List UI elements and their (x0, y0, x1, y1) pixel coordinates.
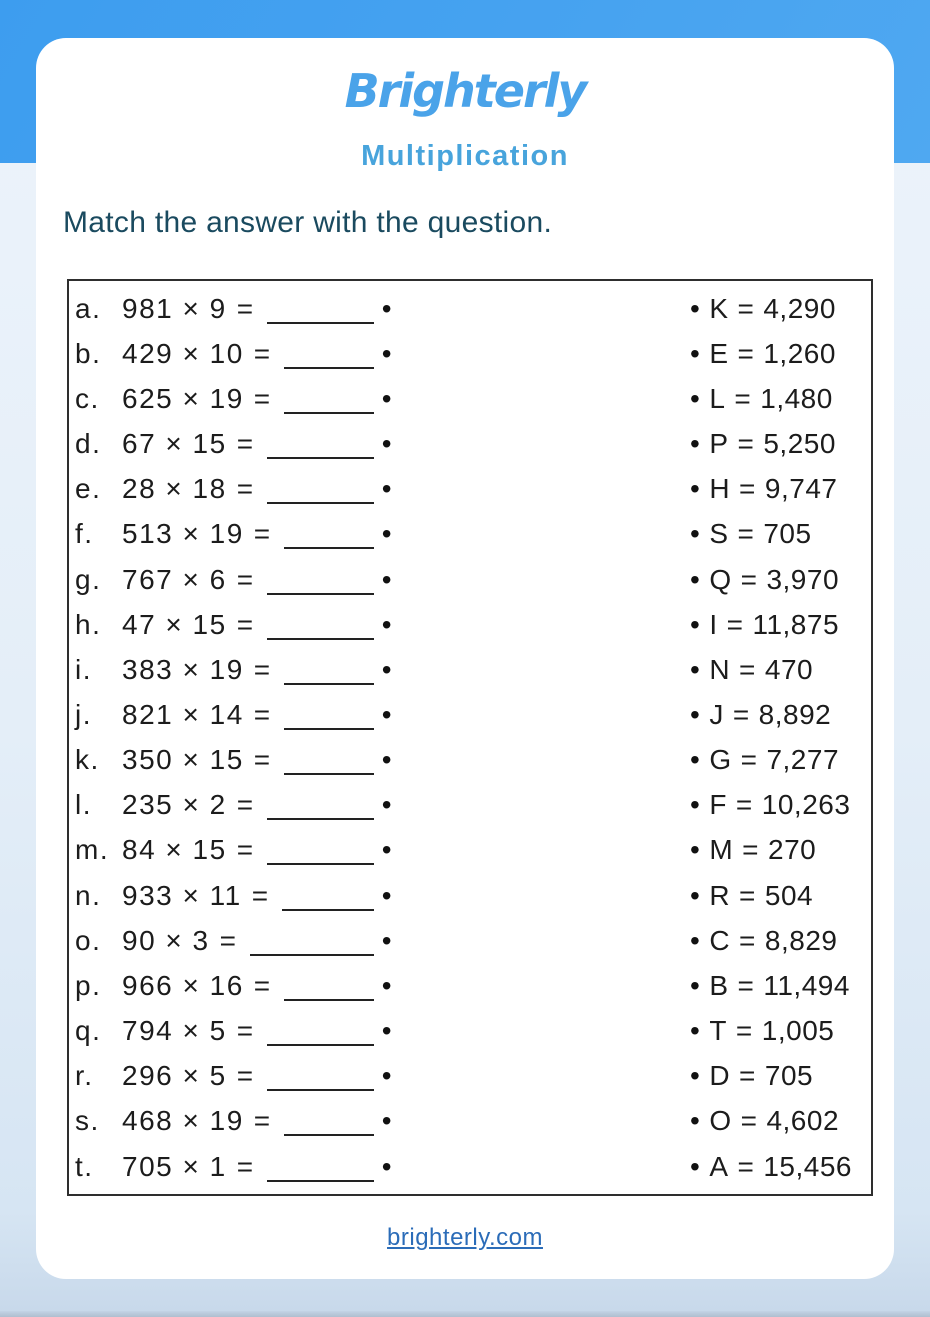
equals-sign: = (734, 382, 752, 414)
match-dot-left: • (381, 518, 393, 550)
problem-expression: 429 × 10 (122, 337, 244, 369)
match-dot-right: • (690, 1150, 701, 1182)
equals-sign: = (737, 518, 755, 550)
problem-cell (69, 963, 393, 1008)
match-dot-left: • (381, 292, 393, 324)
problem-letter: s. (75, 1105, 100, 1137)
answer-value: 5,250 (763, 428, 836, 460)
table-row (69, 286, 871, 331)
problem-cell (69, 692, 393, 737)
match-dot-left: • (381, 834, 393, 866)
answer-letter: K (709, 292, 729, 324)
answer-blank (267, 593, 374, 595)
equals-sign: = (737, 969, 755, 1001)
equals-sign: = (740, 563, 758, 595)
answer-cell (690, 963, 850, 1008)
equals-sign: = (253, 337, 272, 369)
answer-cell (690, 918, 837, 963)
equals-sign: = (253, 969, 272, 1001)
answer-blank (267, 502, 374, 504)
answer-cell (690, 1144, 852, 1189)
match-dot-left: • (381, 337, 393, 369)
problem-expression: 296 × 5 (122, 1060, 227, 1092)
answer-blank (284, 728, 374, 730)
worksheet-instruction: Match the answer with the question. (63, 206, 553, 239)
problem-letter: r. (75, 1060, 94, 1092)
equals-sign: = (740, 1105, 758, 1137)
match-dot-right: • (690, 292, 701, 324)
brand-logo (36, 64, 894, 118)
problem-cell (69, 331, 393, 376)
answer-letter: S (709, 518, 729, 550)
problem-cell (69, 828, 393, 873)
match-dot-left: • (381, 1105, 393, 1137)
match-dot-left: • (381, 473, 393, 505)
answer-cell (690, 1054, 813, 1099)
answer-letter: L (709, 382, 726, 414)
answer-letter: Q (709, 563, 732, 595)
problem-expression: 767 × 6 (122, 563, 227, 595)
problem-cell (69, 1054, 393, 1099)
answer-value: 9,747 (764, 473, 838, 505)
problem-cell (69, 1144, 393, 1189)
answer-blank (284, 773, 374, 775)
match-dot-left: • (381, 924, 393, 956)
equals-sign: = (236, 789, 255, 821)
answer-value: 7,277 (766, 744, 840, 776)
match-dot-right: • (690, 1015, 701, 1047)
answer-blank (284, 412, 374, 414)
answer-cell (690, 286, 836, 331)
match-dot-left: • (381, 744, 393, 776)
problem-cell (69, 512, 393, 557)
table-row (69, 738, 871, 783)
answer-value: 11,875 (752, 608, 840, 640)
problem-cell (69, 602, 393, 647)
answer-letter: E (709, 337, 729, 369)
problem-cell (69, 286, 393, 331)
match-dot-right: • (690, 834, 701, 866)
answer-letter: J (709, 698, 724, 730)
match-dot-right: • (690, 879, 701, 911)
match-dot-left: • (381, 1150, 393, 1182)
answer-cell (690, 557, 839, 602)
answer-value: 1,260 (763, 337, 836, 369)
match-dot-right: • (690, 563, 701, 595)
equals-sign: = (253, 698, 272, 730)
equals-sign: = (236, 473, 255, 505)
equals-sign: = (253, 518, 272, 550)
problem-cell (69, 647, 393, 692)
answer-cell (690, 783, 850, 828)
equals-sign: = (253, 382, 272, 414)
answer-cell (690, 1009, 834, 1054)
problem-cell (69, 783, 393, 828)
brand-logo-text: Brighterly (344, 64, 586, 118)
problem-letter: h. (75, 608, 102, 640)
problem-letter: m. (75, 834, 110, 866)
answer-value: 15,456 (763, 1150, 852, 1182)
equals-sign: = (251, 879, 270, 911)
answer-letter: C (709, 924, 731, 956)
table-row (69, 647, 871, 692)
answer-letter: F (709, 789, 727, 821)
equals-sign: = (236, 1060, 255, 1092)
answer-value: 3,970 (766, 563, 840, 595)
answer-blank (267, 1089, 374, 1091)
equals-sign: = (726, 608, 744, 640)
answer-value: 504 (764, 879, 814, 911)
match-dot-left: • (381, 653, 393, 685)
equals-sign: = (732, 698, 750, 730)
answer-letter: N (709, 653, 731, 685)
problem-expression: 933 × 11 (122, 879, 242, 911)
answer-value: 705 (764, 1060, 814, 1092)
answer-value: 8,892 (758, 698, 832, 730)
match-dot-left: • (381, 789, 393, 821)
answer-cell (690, 467, 837, 512)
problem-expression: 28 × 18 (122, 473, 227, 505)
match-dot-right: • (690, 698, 701, 730)
problem-expression: 705 × 1 (122, 1150, 227, 1182)
answer-value: 11,494 (763, 969, 850, 1001)
problem-expression: 90 × 3 (122, 924, 210, 956)
answer-blank (284, 367, 374, 369)
equals-sign: = (739, 924, 756, 956)
equals-sign: = (236, 608, 255, 640)
worksheet-title: Multiplication (361, 140, 569, 172)
table-row (69, 467, 871, 512)
problem-expression: 625 × 19 (122, 382, 244, 414)
problem-letter: e. (75, 473, 102, 505)
match-dot-left: • (381, 698, 393, 730)
problem-letter: p. (75, 969, 102, 1001)
problem-expression: 350 × 15 (122, 744, 244, 776)
answer-cell (690, 828, 816, 873)
table-row (69, 421, 871, 466)
answer-value: 10,263 (761, 789, 851, 821)
answer-value: 1,005 (761, 1015, 835, 1047)
answer-blank (267, 638, 374, 640)
match-dot-right: • (690, 518, 701, 550)
answer-blank (267, 1180, 374, 1182)
equals-sign: = (740, 744, 758, 776)
equals-sign: = (739, 653, 756, 685)
match-dot-right: • (690, 789, 701, 821)
worksheet-table (67, 279, 873, 1196)
answer-letter: O (709, 1105, 732, 1137)
table-row (69, 783, 871, 828)
answer-blank (267, 1044, 374, 1046)
match-dot-left: • (381, 879, 393, 911)
match-dot-right: • (690, 473, 701, 505)
answer-value: 470 (764, 653, 814, 685)
answer-letter: P (709, 428, 729, 460)
problem-letter: c. (75, 382, 100, 414)
equals-sign: = (236, 834, 255, 866)
problem-letter: t. (75, 1150, 94, 1182)
problem-cell (69, 467, 393, 512)
table-row (69, 602, 871, 647)
problem-expression: 966 × 16 (122, 969, 244, 1001)
equals-sign: = (253, 653, 272, 685)
problem-letter: q. (75, 1015, 102, 1047)
equals-sign: = (737, 292, 755, 324)
table-row (69, 873, 871, 918)
answer-cell (690, 512, 812, 557)
equals-sign: = (737, 428, 755, 460)
answer-blank (282, 909, 374, 911)
table-row (69, 918, 871, 963)
match-dot-right: • (690, 653, 701, 685)
match-dot-right: • (690, 1105, 701, 1137)
problem-letter: d. (75, 428, 102, 460)
match-dot-right: • (690, 428, 701, 460)
problem-letter: b. (75, 337, 102, 369)
equals-sign: = (735, 1015, 753, 1047)
equals-sign: = (739, 473, 756, 505)
problem-letter: a. (75, 292, 102, 324)
problem-cell (69, 557, 393, 602)
problem-cell (69, 376, 393, 421)
problem-letter: l. (75, 789, 92, 821)
match-dot-right: • (690, 382, 701, 414)
answer-value: 4,290 (763, 292, 836, 324)
problem-letter: j. (75, 698, 92, 730)
answer-blank (284, 547, 374, 549)
table-row (69, 376, 871, 421)
brighterly-com-link[interactable]: brighterly.com (387, 1224, 543, 1251)
match-dot-right: • (690, 744, 701, 776)
table-row (69, 828, 871, 873)
equals-sign: = (253, 744, 272, 776)
match-dot-left: • (381, 1060, 393, 1092)
answer-letter: H (709, 473, 731, 505)
problem-expression: 821 × 14 (122, 698, 244, 730)
equals-sign: = (236, 292, 255, 324)
answer-letter: G (709, 744, 732, 776)
table-row (69, 963, 871, 1008)
problem-expression: 513 × 19 (122, 518, 244, 550)
answer-blank (267, 322, 374, 324)
match-dot-left: • (381, 608, 393, 640)
problem-cell (69, 421, 393, 466)
equals-sign: = (735, 789, 753, 821)
match-dot-left: • (381, 969, 393, 1001)
answer-cell (690, 738, 839, 783)
answer-cell (690, 1099, 839, 1144)
footer (36, 1224, 894, 1252)
problem-expression: 794 × 5 (122, 1015, 227, 1047)
problem-letter: o. (75, 924, 102, 956)
answer-cell (690, 873, 813, 918)
answer-letter: I (709, 608, 718, 640)
problem-expression: 67 × 15 (122, 428, 227, 460)
match-dot-right: • (690, 1060, 701, 1092)
answer-blank (284, 1134, 374, 1136)
answer-value: 4,602 (766, 1105, 840, 1137)
problem-letter: n. (75, 879, 102, 911)
equals-sign: = (236, 428, 255, 460)
table-row (69, 1054, 871, 1099)
page-bottom-edge (0, 1311, 930, 1317)
answer-value: 705 (763, 518, 812, 550)
equals-sign: = (737, 337, 755, 369)
match-dot-left: • (381, 382, 393, 414)
answer-cell (690, 376, 833, 421)
equals-sign: = (236, 1150, 255, 1182)
match-dot-left: • (381, 428, 393, 460)
answer-value: 270 (768, 834, 817, 866)
answer-letter: A (709, 1150, 729, 1182)
answer-cell (690, 331, 836, 376)
equals-sign: = (742, 834, 759, 866)
table-row (69, 1099, 871, 1144)
answer-blank (284, 999, 374, 1001)
answer-blank (284, 683, 374, 685)
answer-cell (690, 692, 831, 737)
problem-expression: 47 × 15 (122, 608, 227, 640)
answer-cell (690, 421, 836, 466)
answer-cell (690, 647, 813, 692)
problem-letter: i. (75, 653, 92, 685)
answer-letter: D (709, 1060, 731, 1092)
problem-expression: 981 × 9 (122, 292, 227, 324)
match-dot-right: • (690, 337, 701, 369)
table-row (69, 692, 871, 737)
equals-sign: = (739, 1060, 756, 1092)
problem-cell (69, 1009, 393, 1054)
answer-value: 8,829 (764, 924, 838, 956)
table-row (69, 331, 871, 376)
problem-cell (69, 873, 393, 918)
match-dot-left: • (381, 563, 393, 595)
problem-letter: g. (75, 563, 102, 595)
problem-letter: f. (75, 518, 94, 550)
match-dot-right: • (690, 608, 701, 640)
table-row (69, 1144, 871, 1189)
problem-cell (69, 738, 393, 783)
answer-blank (267, 863, 374, 865)
table-row (69, 1009, 871, 1054)
answer-letter: M (709, 834, 734, 866)
problem-cell (69, 1099, 393, 1144)
problem-expression: 84 × 15 (122, 834, 227, 866)
equals-sign: = (737, 1150, 755, 1182)
worksheet-card (36, 38, 894, 1279)
answer-letter: B (709, 969, 729, 1001)
table-row (69, 512, 871, 557)
equals-sign: = (236, 563, 255, 595)
answer-letter: R (709, 879, 731, 911)
match-dot-left: • (381, 1015, 393, 1047)
answer-value: 1,480 (760, 382, 833, 414)
problem-expression: 468 × 19 (122, 1105, 244, 1137)
answer-cell (690, 602, 839, 647)
problem-expression: 383 × 19 (122, 653, 244, 685)
answer-blank (267, 457, 374, 459)
equals-sign: = (219, 924, 238, 956)
table-row (69, 557, 871, 602)
equals-sign: = (739, 879, 756, 911)
problem-letter: k. (75, 744, 100, 776)
answer-blank (250, 954, 374, 956)
equals-sign: = (236, 1015, 255, 1047)
equals-sign: = (253, 1105, 272, 1137)
problem-cell (69, 918, 393, 963)
match-dot-right: • (690, 969, 701, 1001)
answer-letter: T (709, 1015, 727, 1047)
problem-expression: 235 × 2 (122, 789, 227, 821)
match-dot-right: • (690, 924, 701, 956)
answer-blank (267, 818, 374, 820)
